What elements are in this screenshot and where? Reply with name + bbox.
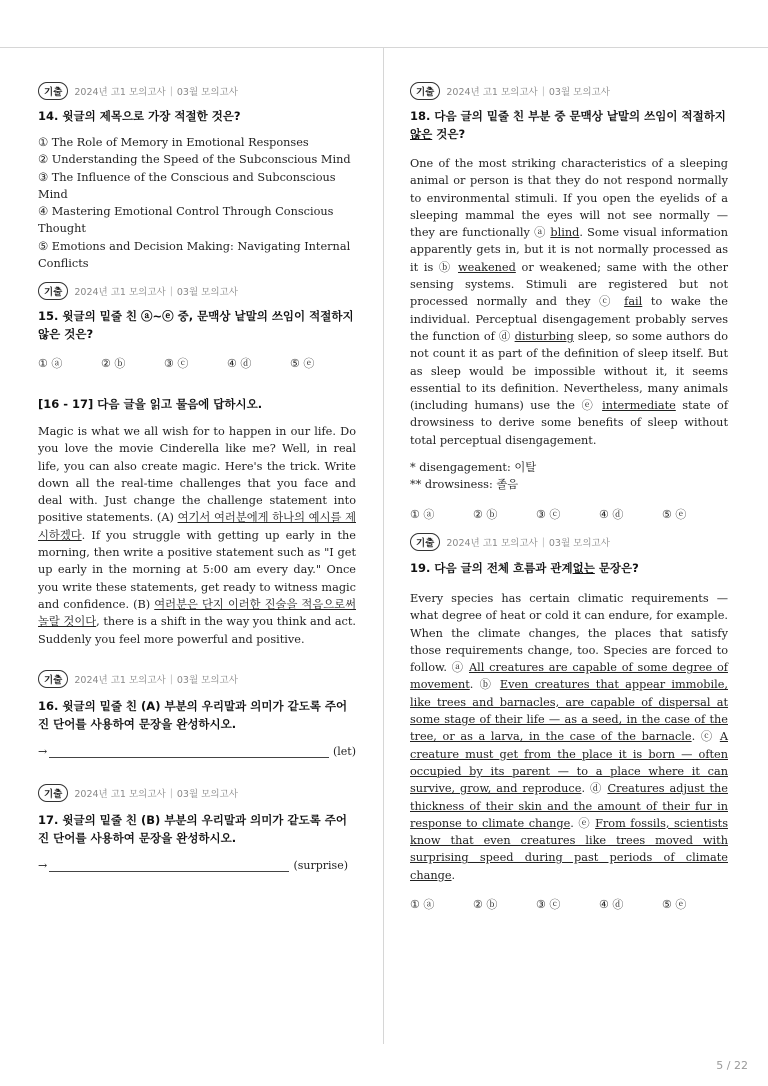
tag-exam: 03월 모의고사 [548,87,610,98]
q19-text: . [451,868,456,882]
footnote-2: ** drowsiness: 졸음 [410,478,519,492]
choice-2[interactable]: ② ⓑ [473,898,498,912]
q14-option-4: ④ Mastering Emotional Control Through Conscious Thought [38,205,334,236]
q18-tag: 기출 2024년 고1 모의고사 | 03월 모의고사 [410,82,728,100]
q18-text: . Some visual information apparently gets in, but it is not normally processed as it is ⓑ [410,226,729,274]
q14-option-1: ① The Role of Memory in Emotional Responses [38,136,309,149]
question-18 [410,107,728,522]
tag-year: 2024년 고1 모의고사 [74,675,166,686]
q17-answer-line[interactable] [38,859,348,872]
question-19 [410,559,728,912]
sentence-c: A creature must get from the place it is born — often occupied by its parent — to a place where it can survive, grow, and reproduce [410,730,728,796]
q14-option-2: ② Understanding the Speed of the Subconscious Mind [38,153,351,167]
blank-line[interactable] [49,745,329,758]
passage-part-2: . If you struggle with getting up early in the morning, then write a positive statement such as "I get up early in the morning at 5:00 am every day." Once you write these statements, get ready to witness magic and confidence. (B) [38,528,356,611]
tag-pill: 기출 [410,533,440,551]
q19-title-part: 19. 다음 글의 전체 흐름과 관계 [410,561,573,575]
q19-title [410,559,728,577]
choice-3[interactable]: ③ ⓒ [536,507,561,521]
q19-text: . ⓓ [581,782,608,796]
sentence-b: Even creatures that appear immobile, like trees and barnacles, are capable of dispersal at some stage of their life — as a seed, in the case of the tree, or as a larva, in the case of the barnacle [410,678,728,744]
sentence-e: From fossils, scientists know that even creatures like trees moved with surprising speed during past periods of climate change [410,816,728,882]
q17-tag: 기출 2024년 고1 모의고사 | 03월 모의고사 [38,784,356,802]
underlined-word-b: weakened [458,260,516,274]
q14-option-5: ⑤ Emotions and Decision Making: Navigating Internal Conflicts [38,239,351,271]
tag-exam: 03월 모의고사 [176,287,238,298]
q15-tag: 기출 2024년 고1 모의고사 | 03월 모의고사 [38,282,356,300]
passage-16-17 [38,395,356,648]
q19-choices [410,896,728,912]
q14-title: 14. 윗글의 제목으로 가장 적절한 것은? [38,109,241,123]
blank-line[interactable] [49,859,289,872]
page-number: 5 / 22 [716,1059,748,1072]
q18-text: One of the most striking characteristics of a sleeping animal or person is that they do not respond normally to environmental stimuli. If you open the eyelids of a sleeping mammal the eyes will not see normally — they are functionally ⓐ [410,157,728,240]
q14-option-3: ③ The Influence of the Conscious and Subconscious Mind [38,170,336,201]
choice-5[interactable]: ⑤ ⓔ [662,507,687,521]
q19-text: . ⓑ [469,678,500,692]
q16-hint: (let) [332,745,356,758]
tag-exam: 03월 모의고사 [176,675,238,686]
q15-title: 15. 윗글의 밑줄 친 ⓐ~ⓔ 중, 문맥상 낱말의 쓰임이 적절하지 않은 것은? [38,309,354,341]
q17-title: 17. 윗글의 밑줄 친 (B) 부분의 우리말과 의미가 같도록 주어진 단어를 사용하여 문장을 완성하시오. [38,813,347,845]
underlined-word-d: disturbing [514,329,574,343]
q18-passage [410,155,728,449]
sentence-a: All creatures are capable of some degree of movement [410,661,728,692]
header-rule [0,47,768,48]
tag-exam: 03월 모의고사 [548,538,610,549]
choice-2[interactable]: ② ⓑ [101,357,126,370]
sentence-d: Creatures adjust the thickness of their skin and the amount of their fur in response to climate change [410,782,728,830]
passage-part-1: Magic is what we all wish for to happen in our life. Do you love the movie Cinderella like me? Well, in real life, you can also create magic. Here's the trick. Write down all the real-time challenges that you face and deal with. Just change the challenge statement into positive statements. (A) [38,425,356,525]
q19-title-end: 문장은? [594,561,639,575]
q18-text: or weakened; same with the other sensing systems. Stimuli are registered but not processed normally and they ⓒ [410,260,728,309]
tag-exam: 03월 모의고사 [176,87,238,98]
choice-1[interactable]: ① ⓐ [410,507,435,521]
choice-2[interactable]: ② ⓑ [473,507,498,521]
tag-exam: 03월 모의고사 [176,789,238,800]
underlined-word-c: fail [624,295,643,309]
arrow-icon: → [38,859,48,872]
q15-choices [38,355,356,371]
q18-choices [410,506,728,522]
q14-tag: 기출 2024년 고1 모의고사 | 03월 모의고사 [38,82,356,100]
q18-title-end: 것은? [432,127,466,141]
choice-5[interactable]: ⑤ ⓔ [662,898,687,912]
tag-pill: 기출 [38,282,68,300]
set-heading: [16 - 17] 다음 글을 읽고 물음에 답하시오. [38,397,263,411]
tag-pill: 기출 [38,670,68,688]
underline-b: 여러분은 단지 이러한 진술을 적음으로써 놀랄 것이다 [38,597,356,629]
q16-tag: 기출 2024년 고1 모의고사 | 03월 모의고사 [38,670,356,688]
tag-pill: 기출 [410,82,440,100]
choice-3[interactable]: ③ ⓒ [164,357,189,370]
choice-4[interactable]: ④ ⓓ [227,357,252,370]
tag-year: 2024년 고1 모의고사 [446,538,538,549]
choice-5[interactable]: ⑤ ⓔ [290,357,315,370]
q17-hint: (surprise) [293,859,348,872]
choice-1[interactable]: ① ⓐ [410,898,435,912]
tag-year: 2024년 고1 모의고사 [74,287,166,298]
tag-pill: 기출 [38,784,68,802]
arrow-icon: → [38,745,48,758]
q19-passage [410,590,728,884]
q16-answer-line[interactable] [38,745,356,758]
underlined-word-e: intermediate [602,399,676,413]
tag-pill: 기출 [38,82,68,100]
q18-text: state of drowsiness to derive some benefits of sleep without total perceptual disengagement. [410,399,728,447]
underline-a: 여기서 여러분에게 하나의 예시를 제시하겠다 [38,511,356,542]
q19-tag: 기출 2024년 고1 모의고사 | 03월 모의고사 [410,533,728,551]
q18-title-part: 18. 다음 글의 밑줄 친 부분 중 문맥상 낱말의 쓰임이 적절하지 [410,109,726,123]
passage-text [38,423,356,648]
tag-year: 2024년 고1 모의고사 [74,87,166,98]
question-15 [38,307,356,371]
choice-3[interactable]: ③ ⓒ [536,898,561,912]
question-16 [38,697,356,758]
q16-title: 16. 윗글의 밑줄 친 (A) 부분의 우리말과 의미가 같도록 주어진 단어를 사용하여 문장을 완성하시오. [38,699,348,731]
question-14 [38,107,356,272]
q19-text: . ⓔ [570,816,596,830]
question-17 [38,811,356,872]
column-divider [383,47,384,1044]
q18-text: to wake the individual. Perceptual disengagement probably serves the function of ⓓ [410,295,728,343]
choice-1[interactable]: ① ⓐ [38,357,63,370]
q19-text: . ⓒ [691,730,720,744]
q19-text: Every species has certain climatic requirements — what degree of heat or cold it can endure, for example. When the climate changes, the places that satisfy those requirements change, too. Species are forced to follow. ⓐ [410,592,728,675]
q18-text: sleep, so some authors do not count it as part of the definition of sleep itself. But as sleep would be impossible without it, it seems essential to its definition. Nevertheless, many animals (including humans) use the ⓔ [410,329,729,413]
choice-4[interactable]: ④ ⓓ [599,898,624,912]
q18-title-emphasis: 않은 [410,127,433,141]
q19-title-emphasis: 없는 [572,561,595,575]
tag-year: 2024년 고1 모의고사 [74,789,166,800]
q18-title [410,107,728,143]
underlined-word-a: blind [550,226,580,240]
choice-4[interactable]: ④ ⓓ [599,507,624,521]
footnote-1: * disengagement: 이탈 [410,461,537,475]
passage-part-3: , there is a shift in the way you think and act. Suddenly you feel more powerful and positive. [38,615,357,646]
tag-year: 2024년 고1 모의고사 [446,87,538,98]
